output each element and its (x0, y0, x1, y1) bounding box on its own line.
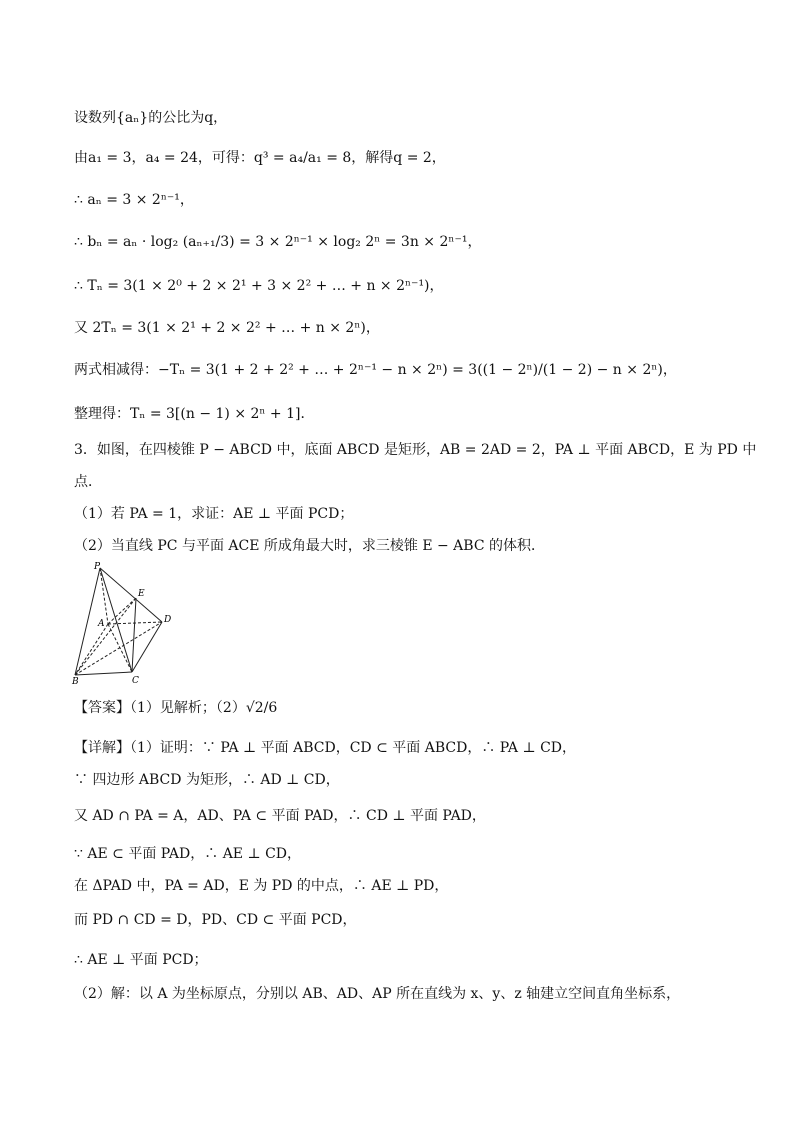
label-P: P (94, 562, 101, 572)
edge-CD (132, 622, 162, 672)
edge-BD (75, 622, 162, 675)
edge-AE (108, 598, 136, 624)
text-line-3: ∴ aₙ = 3 × 2ⁿ⁻¹， (74, 192, 194, 208)
label-E: E (138, 589, 145, 599)
solution-line-3: 又 AD ∩ PA = A，AD、PA ⊂ 平面 PAD，∴ CD ⊥ 平面 PAD， (74, 808, 486, 824)
problem-3-line-1: 3．如图，在四棱锥 P − ABCD 中，底面 ABCD 是矩形，AB = 2AD = 2，PA ⊥ 平面 ABCD，E 为 PD 中 (74, 442, 757, 458)
edge-CE (132, 598, 136, 672)
text-line-4: ∴ bₙ = aₙ · log₂ (aₙ₊₁/3) = 3 × 2ⁿ⁻¹ × log₂ 2ⁿ = 3n × 2ⁿ⁻¹， (74, 234, 482, 250)
problem-3-part-1: （1）若 PA = 1，求证：AE ⊥ 平面 PCD； (74, 506, 354, 522)
label-D: D (164, 615, 172, 625)
solution-line-7: ∴ AE ⊥ 平面 PCD； (74, 952, 208, 968)
text-line-7: 两式相减得：−Tₙ = 3(1 + 2 + 2² + … + 2ⁿ⁻¹ − n × 2ⁿ) = 3((1 − 2ⁿ)/(1 − 2) − n × 2ⁿ)， (74, 362, 677, 378)
pyramid-figure (70, 560, 180, 685)
edge-PA (100, 568, 108, 624)
problem-3-line-2: 点． (74, 474, 102, 490)
solution-line-5: 在 ΔPAD 中，PA = AD，E 为 PD 的中点，∴ AE ⊥ PD， (74, 878, 449, 894)
edge-BC (75, 672, 132, 675)
label-A: A (98, 619, 105, 629)
text-line-1: 设数列{aₙ}的公比为q， (74, 110, 228, 126)
solution-line-2: ∵ 四边形 ABCD 为矩形，∴ AD ⊥ CD， (74, 772, 340, 788)
label-B: B (72, 677, 79, 685)
answer-line: 【答案】（1）见解析；（2）√2/6 (74, 700, 278, 716)
solution-line-6: 而 PD ∩ CD = D，PD、CD ⊂ 平面 PCD， (74, 912, 357, 928)
text-line-5: ∴ Tₙ = 3(1 × 2⁰ + 2 × 2¹ + 3 × 2² + … + n × 2ⁿ⁻¹)， (74, 278, 444, 294)
solution-line-8: （2）解：以 A 为坐标原点，分别以 AB、AD、AP 所在直线为 x、y、z 轴建立空间直角坐标系， (74, 986, 681, 1002)
edge-AB (75, 624, 108, 675)
text-line-6: 又 2Tₙ = 3(1 × 2¹ + 2 × 2² + … + n × 2ⁿ)， (74, 320, 380, 336)
text-line-8: 整理得：Tₙ = 3[(n − 1) × 2ⁿ + 1]． (74, 406, 315, 422)
edge-PD (100, 568, 162, 622)
solution-line-1: 【详解】（1）证明：∵ PA ⊥ 平面 ABCD，CD ⊂ 平面 ABCD，∴ PA ⊥ CD， (74, 740, 577, 756)
label-C: C (132, 676, 139, 685)
problem-3-part-2: （2）当直线 PC 与平面 ACE 所成角最大时，求三棱锥 E − ABC 的体积． (74, 538, 546, 554)
text-line-2: 由a₁ = 3，a₄ = 24，可得：q³ = a₄/a₁ = 8，解得q = 2， (74, 150, 446, 166)
solution-line-4: ∵ AE ⊂ 平面 PAD，∴ AE ⊥ CD， (74, 846, 302, 862)
